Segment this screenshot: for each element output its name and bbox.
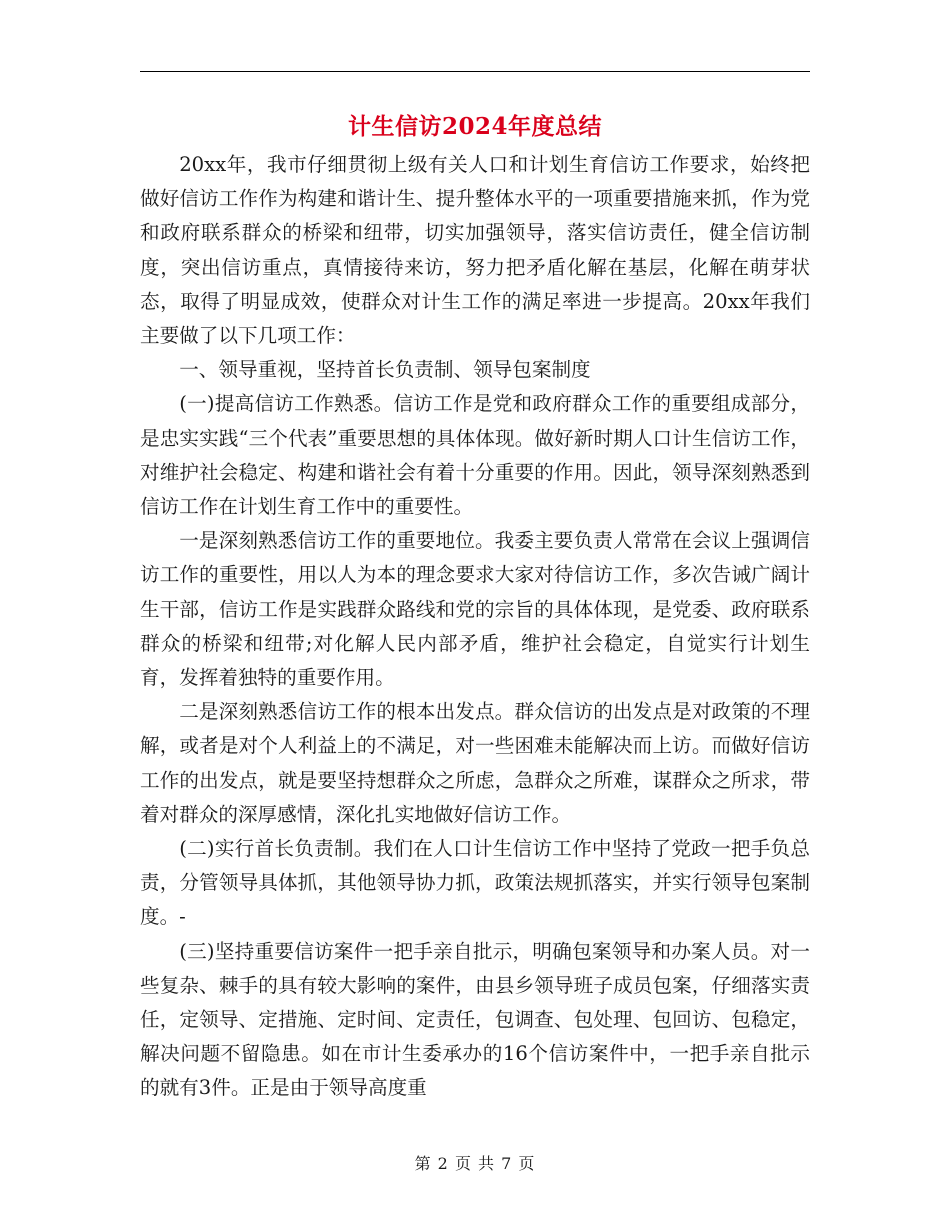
paragraph-1: (一)提高信访工作熟悉。信访工作是党和政府群众工作的重要组成部分，是忠实实践“三个代表”重要思想的具体体现。做好新时期人口计生信访工作，对维护社会稳定、构建和谐社会有着十分重要的作用。因此，领导深刻熟悉到信访工作在计划生育工作中的重要性。 xyxy=(140,392,810,519)
paragraph-4: (二)实行首长负责制。我们在人口计生信访工作中坚持了党政一把手负总责，分管领导具体抓，其他领导协力抓，政策法规抓落实，并实行领导包案制度。- xyxy=(140,837,810,929)
document-title: 计生信访2024年度总结 xyxy=(347,113,602,140)
paragraph-5: (三)坚持重要信访案件一把手亲自批示，明确包案领导和办案人员。对一些复杂、棘手的具有较大影响的案件，由县乡领导班子成员包案，仔细落实责任，定领导、定措施、定时间、定责任，包调查、包处理、包回访、包稳定，解决问题不留隐患。如在市计生委承办的16个信访案件中，一把手亲自批示的就有3件。正是由于领导高度重 xyxy=(140,939,810,1100)
paragraph-intro: 20xx年，我市仔细贯彻上级有关人口和计划生育信访工作要求，始终把做好信访工作作为构建和谐计生、提升整体水平的一项重要措施来抓，作为党和政府联系群众的桥梁和纽带，切实加强领导，落实信访责任，健全信访制度，突出信访重点，真情接待来访，努力把矛盾化解在基层，化解在萌芽状态，取得了明显成效，使群众对计生工作的满足率进一步提高。20xx年我们主要做了以下几项工作： xyxy=(140,153,810,348)
paragraph-3: 二是深刻熟悉信访工作的根本出发点。群众信访的出发点是对政策的不理解，或者是对个人利益上的不满足，对一些困难未能解决而上访。而做好信访工作的出发点，就是要坚持想群众之所虑，急群众之所难，谋群众之所求，带着对群众的深厚感情，深化扎实地做好信访工作。 xyxy=(140,700,810,826)
header-rule xyxy=(140,71,810,72)
document-body xyxy=(140,148,810,1106)
page-number-footer: 第 2 页 共 7 页 xyxy=(414,1154,536,1173)
paragraph-2: 一是深刻熟悉信访工作的重要地位。我委主要负责人常常在会议上强调信访工作的重要性，用以人为本的理念要求大家对待信访工作，多次告诫广阔计生干部，信访工作是实践群众路线和党的宗旨的具体体现，是党委、政府联系群众的桥梁和纽带;对化解人民内部矛盾，维护社会稳定，自觉实行计划生育，发挥着独特的重要作用。 xyxy=(140,529,810,690)
section-heading-1: 一、领导重视，坚持首长负责制、领导包案制度 xyxy=(179,358,591,382)
